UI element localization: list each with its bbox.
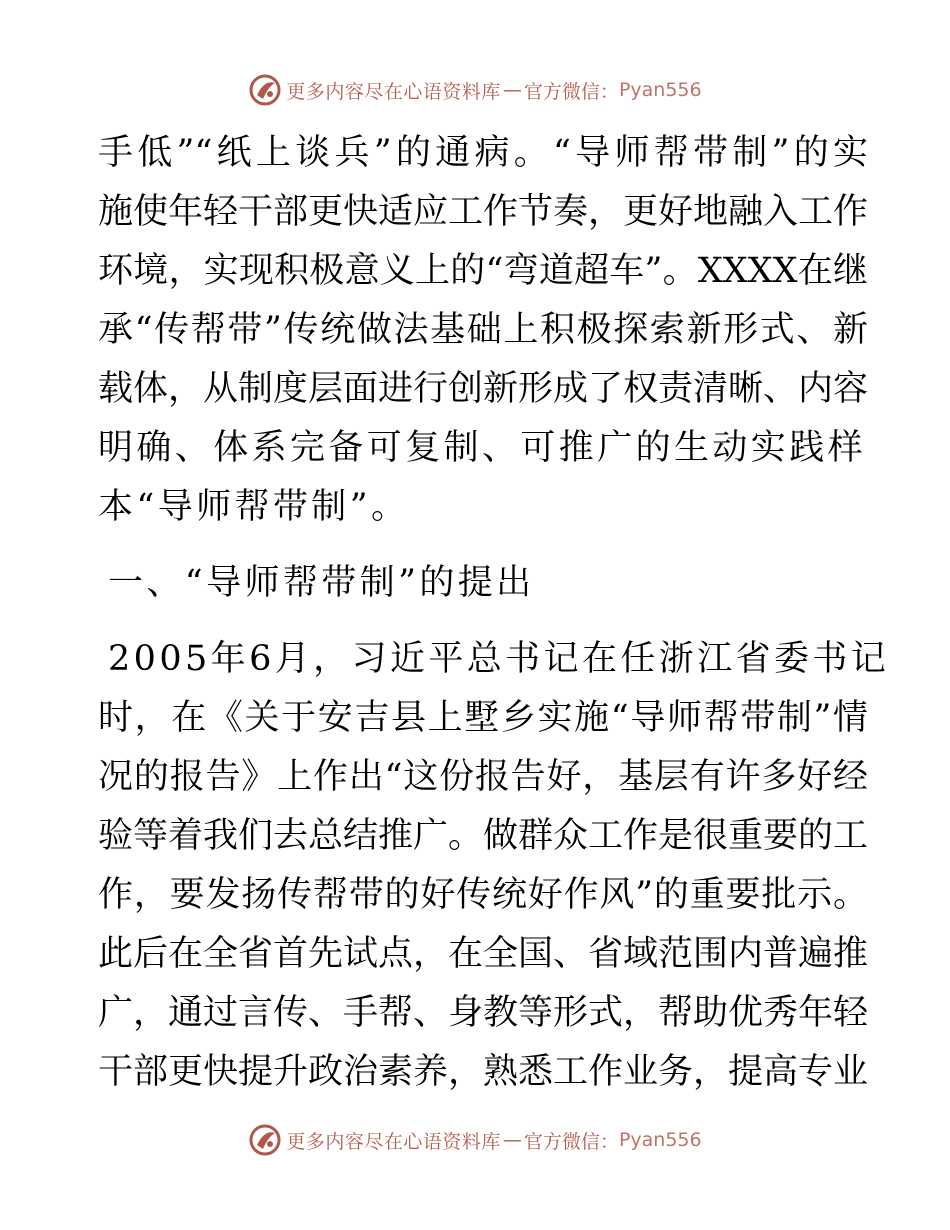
text-line: 承“传帮带”传统做法基础上积极探索新形式、新: [98, 310, 868, 350]
watermark-wechat-label: 官方微信：: [523, 80, 619, 103]
text-line: 广，通过言传、手帮、身教等形式，帮助优秀年轻: [98, 993, 869, 1033]
watermark-wechat-id: Pyan556: [618, 1129, 702, 1151]
text-line: 时，在《关于安吉县上墅乡实施“导师帮带制”情: [98, 698, 868, 738]
watermark-separator: —: [502, 1129, 522, 1151]
text-line: 明确、体系完备可复制、可推广的生动实践样: [98, 428, 867, 468]
footer-watermark: [0, 1120, 950, 1160]
text-line: 本“导师帮带制”。: [98, 487, 410, 527]
watermark-wechat-id: Pyan556: [618, 79, 702, 101]
watermark-site-text: 更多内容尽在心语资料库: [286, 80, 501, 103]
text-line: 手低”“纸上谈兵”的通病。“导师帮带制”的实: [98, 133, 868, 173]
paragraph-2: [98, 630, 890, 1102]
watermark-site-text: 更多内容尽在心语资料库: [286, 1130, 501, 1153]
text-line: 载体，从制度层面进行创新形成了权责清晰、内容: [98, 369, 869, 409]
text-line: 况的报告》上作出“这份报告好，基层有许多好经: [98, 757, 868, 797]
watermark-logo-icon: [248, 1123, 282, 1157]
text-line: 此后在全省首先试点，在全国、省域范围内普遍推: [98, 934, 869, 974]
text-line: 干部更快提升政治素养，熟悉工作业务，提高专业: [98, 1052, 869, 1092]
text-line: 作，要发扬传帮带的好传统好作风”的重要批示。: [98, 875, 868, 915]
text-line: 施使年轻干部更快适应工作节奏，更好地融入工作: [98, 192, 869, 232]
section-heading: 一、“导师帮带制”的提出: [108, 563, 535, 603]
paragraph-1: [98, 124, 868, 537]
watermark-wechat-label: 官方微信：: [523, 1130, 619, 1153]
text-line: 验等着我们去总结推广。做群众工作是很重要的工: [98, 816, 869, 856]
watermark-logo-icon: [248, 73, 282, 107]
header-watermark: [0, 70, 950, 110]
watermark-separator: —: [502, 79, 522, 101]
text-line: 环境，实现积极意义上的“弯道超车”。XXXX在继: [98, 251, 868, 291]
text-line: 2005年6月，习近平总书记在任浙江省委书记: [108, 639, 890, 679]
document-body: [98, 124, 890, 1102]
